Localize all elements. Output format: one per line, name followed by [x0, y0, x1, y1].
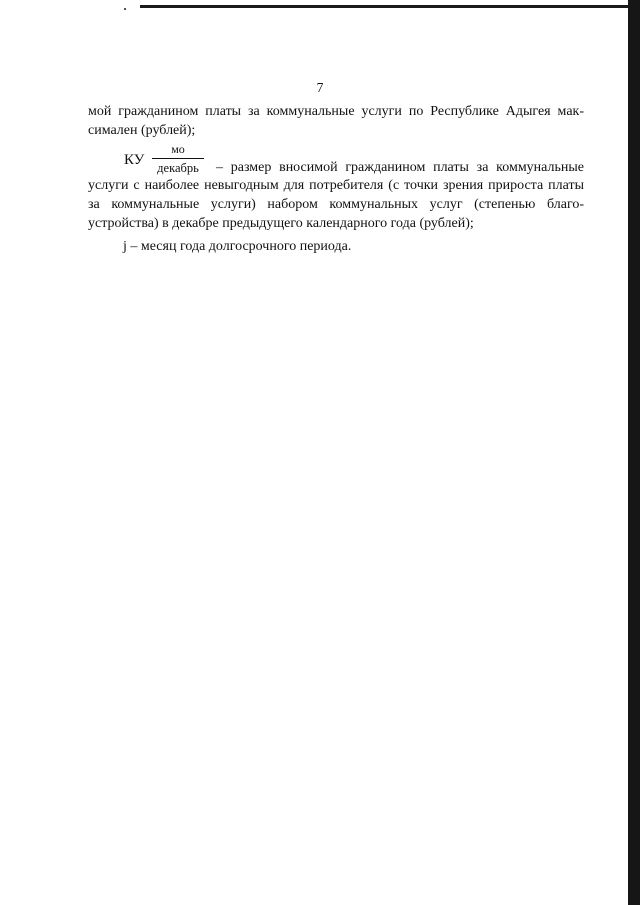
paragraph-2-line-2: услуги с наиболее невыгодным для потребителя (с точки зрения прироста платы	[88, 178, 584, 193]
formula-fraction	[152, 142, 204, 176]
scan-speck	[124, 8, 126, 10]
scan-border-top	[140, 5, 630, 8]
paragraph-1-line-1: мой гражданином платы за коммунальные услуги по Республике Адыгея мак-	[88, 104, 584, 119]
paragraph-2-line-4: устройства) в декабре предыдущего календарного года (рублей);	[88, 216, 474, 231]
paragraph-1-line-2: симален (рублей);	[88, 123, 196, 138]
paragraph-2-line-1: – размер вносимой гражданином платы за коммунальные	[216, 160, 584, 175]
formula-subscript: декабрь	[157, 161, 199, 175]
formula-fraction-bar	[152, 158, 204, 159]
paragraph-2-line-3: за коммунальные услуги) набором коммунальных услуг (степенью благо-	[88, 197, 584, 212]
formula-base: КУ	[124, 152, 145, 168]
scan-border-right	[628, 0, 640, 905]
page-number: 7	[316, 80, 324, 95]
paragraph-3-line-1: j – месяц года долгосрочного периода.	[123, 239, 352, 254]
formula-superscript: мо	[171, 142, 185, 156]
